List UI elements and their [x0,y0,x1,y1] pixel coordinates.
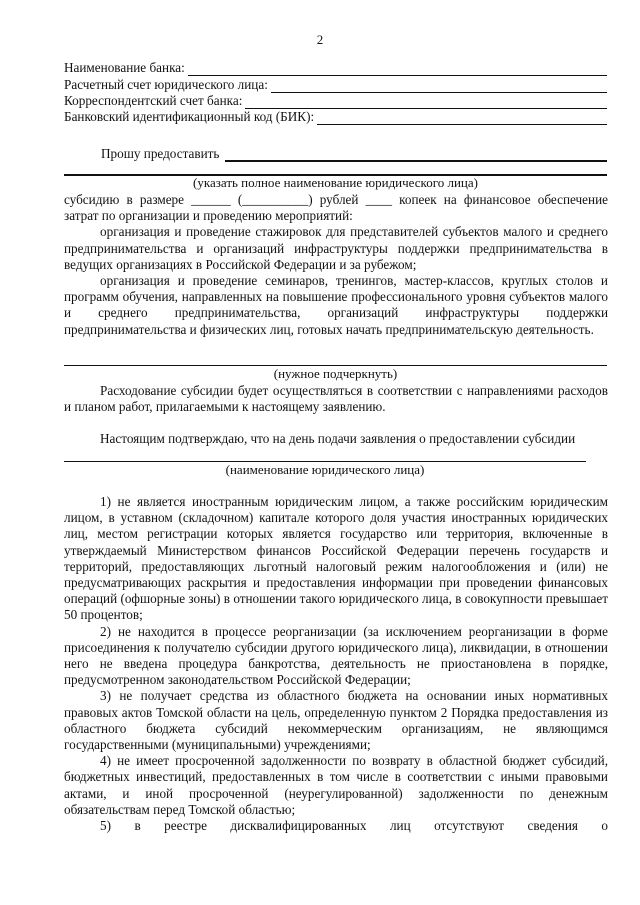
correspondent-account-label: Корреспондентский счет банка: [64,93,243,108]
condition-3: 3) не получает средства из областного бюджета на основании иных нормативных правовых актов Томской области на цель, определенную пунктом 2 Порядка предоставления из областного бюджета субсидий некоммерческим организациям, не являющимся государственными (муниципальными) учреждениями; [64,688,608,753]
correspondent-account-blank [245,96,607,109]
request-line [64,146,607,162]
condition-2: 2) не находится в процессе реорганизации (за исключением реорганизации в форме присоединения к получателю субсидии другого юридического лица), ликвидации, в отношении него не введена процедура банкротства, деятельность не приостановлена в порядке, предусмотренном законодательством Российской Федерации; [64,623,608,688]
request-label: Прошу предоставить [101,146,220,161]
page-number: 2 [316,32,324,47]
activity-2: организация и проведение семинаров, тренингов, мастер-классов, круглых столов и программ обучения, направленных на повышение профессионального уровня субъектов малого и среднего предпринимательства, организаций инфраструктуры поддержки предпринимательства и физических лиц, готовых начать предпринимательскую деятельность. [64,273,608,337]
subsidy-line-2: затрат по организации и проведению мероприятий: [64,208,353,224]
subsidy-block [64,192,608,338]
confirm-block [64,431,608,447]
org-full-name-caption: (указать полное наименование юридического лица) [193,175,478,190]
conditions-list [64,494,608,834]
underline-caption: (нужное подчеркнуть) [273,366,398,381]
subsidy-line-1: субсидию в размере ______ (__________) рублей ____ копеек на финансовое обеспечение [64,192,608,207]
spending-block [64,383,608,415]
bank-name-field [64,60,607,76]
condition-5: 5) в реестре дисквалифицированных лиц отсутствуют сведения о [100,818,608,834]
org-name-caption: (наименование юридического лица) [225,462,425,477]
confirm-text: Настоящим подтверждаю, что на день подачи заявления о предоставлении субсидии [100,431,576,446]
bank-name-blank [188,63,607,76]
bik-field [64,109,607,125]
settlement-account-label: Расчетный счет юридического лица: [64,77,268,92]
correspondent-account-field [64,93,607,109]
request-blank [225,148,607,162]
spending-text: Расходование субсидии будет осуществляться в соответствии с направлениями расходов и планом работ, прилагаемыми к настоящему заявлению. [64,383,608,415]
bank-name-label: Наименование банка: [64,60,185,75]
settlement-account-blank [271,80,607,93]
settlement-account-field [64,77,607,93]
condition-1: 1) не является иностранным юридическим лицом, а также российским юридическим лицом, в уставном (складочном) капитале которого доля участия иностранных юридических лиц, местом регистрации которых является государство или территория, включенные в утверждаемый Министерством финансов Российской Федерации перечень государств и территорий, предоставляющих льготный налоговый режим налогообложения и (или) не предусматривающих раскрытия и предоставления информации при проведении финансовых операций (офшорные зоны) в отношении такого юридического лица, в совокупности превышает 50 процентов; [64,494,608,623]
condition-4: 4) не имеет просроченной задолженности по возврату в областной бюджет субсидий, бюджетных инвестиций, предоставленных в том числе в соответствии с иными правовыми актами, и иной просроченной (неурегулированной) задолженности по денежным обязательствам перед Томской областью; [64,753,608,817]
bik-blank [317,112,607,125]
bik-label: Банковский идентификационный код (БИК): [64,109,315,124]
activity-1: организация и проведение стажировок для представителей субъектов малого и среднего предпринимательства и организаций инфраструктуры поддержки предпринимательства в ведущих организациях в Российской Федерации и за рубежом; [64,224,608,272]
